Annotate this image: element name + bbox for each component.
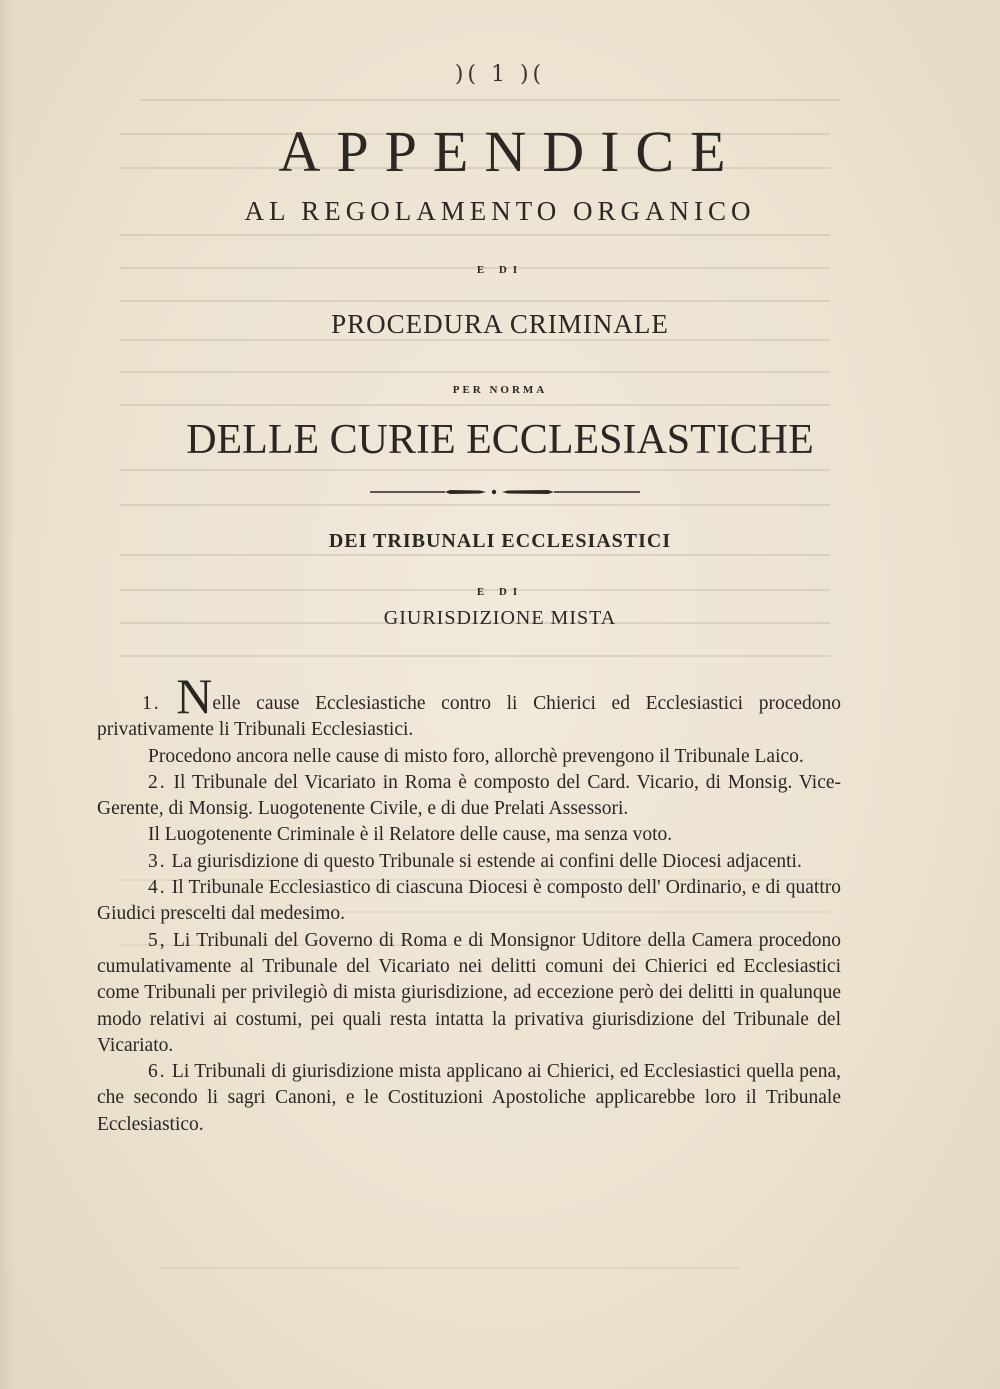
- article-text: Li Tribunali di giurisdizione mista applicano ai Chierici, ed Ecclesiastici quella pena, che secondo li sagri Canoni, e le Costituzioni Apostoliche applicarebbe loro il Tribunale Ecclesiastico.: [97, 1061, 841, 1135]
- articles-body: [97, 668, 842, 1138]
- article-3: [97, 849, 841, 875]
- article-2: [97, 770, 841, 823]
- article-number: 4.: [148, 877, 167, 899]
- article-text: Il Tribunale del Vicariato in Roma è composto del Card. Vicario, di Monsig. Vice-Gerente, di Monsig. Luogotenente Civile, e di due Prelati Assessori.: [97, 771, 842, 820]
- article-text: elle cause Ecclesiastiche contro li Chierici ed Ecclesiastici procedono privativamente li Tribunali Ecclesiastici.: [97, 693, 842, 741]
- article-5: [97, 928, 841, 1059]
- article-text: La giurisdizione di questo Tribunale si estende ai confini delle Diocesi adjacenti.: [171, 850, 802, 872]
- section-title-giurisdizione: GIURISDIZIONE MISTA: [383, 607, 617, 629]
- article-number: 2.: [148, 771, 167, 793]
- ornamental-rule: [370, 486, 640, 498]
- title-appendice: APPENDICE: [278, 119, 742, 184]
- title-procedura: PROCEDURA CRIMINALE: [331, 309, 669, 339]
- page-folio: )( 1 )(: [454, 62, 546, 87]
- article-2-continuation: [97, 822, 841, 848]
- article-6: [97, 1059, 841, 1138]
- article-text: Il Luogotenente Criminale è il Relatore delle cause, ma senza voto.: [148, 824, 673, 846]
- article-1: [97, 668, 842, 744]
- drop-cap: N: [176, 668, 213, 724]
- article-number: 5,: [148, 929, 167, 951]
- article-text: Procedono ancora nelle cause di misto foro, allorchè prevengono il Tribunale Laico.: [148, 745, 804, 767]
- article-1-continuation: [97, 744, 841, 770]
- section-title-tribunali: DEI TRIBUNALI ECCLESIASTICI: [328, 530, 672, 552]
- article-number: 6.: [148, 1061, 167, 1083]
- connector-e-di-2: E DI: [476, 586, 524, 598]
- article-text: Li Tribunali del Governo di Roma e di Monsignor Uditore della Camera procedono cumulativamente al Tribunale del Vicariato nei delitti comuni dei Chierici ed Ecclesiastici come Tribunali per privilegiò di mista giurisdizione, ad eccezione però dei delitti in qualunque modo relativi ai costumi, pei quali resta intatta la privativa giurisdizione del Tribunale del Vicariato.: [97, 929, 842, 1056]
- article-4: [97, 875, 841, 928]
- article-text: Il Tribunale Ecclesiastico di ciascuna Diocesi è composto dell' Ordinario, e di quattro Giudici prescelti dal medesimo.: [97, 877, 842, 925]
- title-regolamento: AL REGOLAMENTO ORGANICO: [244, 196, 756, 226]
- article-number: 1.: [142, 693, 161, 714]
- title-curie: DELLE CURIE ECCLESIASTICHE: [186, 417, 814, 463]
- article-number: 3.: [148, 850, 167, 872]
- connector-per-norma: PER NORMA: [452, 384, 548, 396]
- connector-e-di: E DI: [476, 264, 524, 276]
